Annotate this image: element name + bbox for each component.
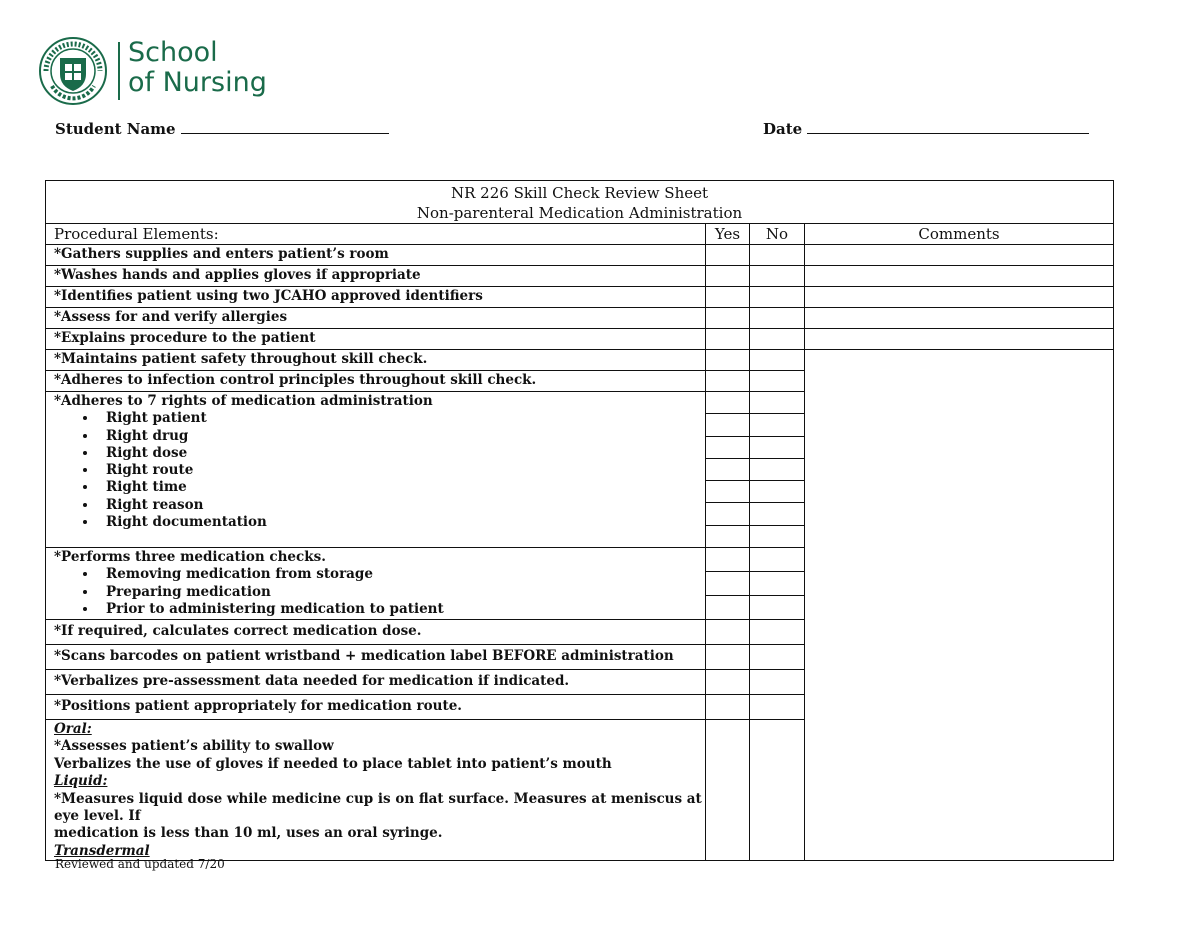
- student-name-field[interactable]: [55, 118, 389, 138]
- no-cell[interactable]: [750, 329, 805, 350]
- comments-cell[interactable]: [805, 308, 1114, 329]
- step-scans-barcodes: *Scans barcodes on patient wristband + medication label BEFORE administration: [46, 645, 706, 670]
- table-title: [46, 181, 1114, 224]
- seven-rights-list: [54, 410, 705, 531]
- col-procedure-header: Procedural Elements:: [46, 224, 706, 245]
- no-cell-group: [750, 548, 805, 620]
- logo-divider: [118, 42, 120, 100]
- list-item: • Right dose: [98, 445, 705, 462]
- date-label: Date: [763, 120, 803, 138]
- table-title-row: [46, 181, 1114, 224]
- yes-cell[interactable]: [706, 695, 750, 720]
- table-row: [46, 266, 1114, 287]
- logo-wordmark: [128, 38, 267, 98]
- yes-cell[interactable]: [706, 548, 749, 572]
- skill-check-table: [45, 180, 1114, 861]
- liquid-line2: medication is less than 10 ml, uses an oral syringe.: [54, 825, 443, 842]
- yes-cell[interactable]: [706, 620, 750, 645]
- liquid-line1: *Measures liquid dose while medicine cup is on flat surface. Measures at meniscus at eye level. If: [54, 790, 702, 825]
- step-calculates-dose: *If required, calculates correct medication dose.: [46, 620, 706, 645]
- no-cell[interactable]: [750, 350, 805, 371]
- table-row: [46, 287, 1114, 308]
- no-cell[interactable]: [750, 459, 804, 481]
- no-cell[interactable]: [750, 437, 804, 459]
- no-cell[interactable]: [750, 266, 805, 287]
- no-cell[interactable]: [750, 371, 805, 392]
- table-row: [46, 350, 1114, 371]
- step-explains-procedure: *Explains procedure to the patient: [46, 329, 706, 350]
- no-cell[interactable]: [750, 620, 805, 645]
- no-cell[interactable]: [750, 526, 804, 547]
- yes-cell[interactable]: [706, 266, 750, 287]
- yes-cell[interactable]: [706, 437, 749, 459]
- yes-cell[interactable]: [706, 670, 750, 695]
- col-yes-header: Yes: [706, 224, 750, 245]
- comments-merged-cell[interactable]: [805, 350, 1114, 861]
- yes-cell[interactable]: [706, 645, 750, 670]
- step-seven-rights: [46, 392, 706, 548]
- yes-cell[interactable]: [706, 481, 749, 503]
- col-comments-header: Comments: [805, 224, 1114, 245]
- no-cell[interactable]: [750, 596, 804, 619]
- student-name-blank[interactable]: [181, 118, 389, 134]
- step-washes-hands: *Washes hands and applies gloves if appropriate: [46, 266, 706, 287]
- list-item: • Right documentation: [98, 514, 705, 531]
- medication-checks-list: [54, 566, 705, 618]
- school-of-nursing-logo: [38, 36, 268, 106]
- yes-cell-group: [706, 392, 750, 548]
- yes-cell[interactable]: [706, 414, 749, 436]
- no-cell[interactable]: [750, 481, 804, 503]
- no-cell[interactable]: [750, 392, 804, 414]
- logo-line-nursing: of Nursing: [128, 67, 267, 98]
- no-cell[interactable]: [750, 287, 805, 308]
- medication-checks-heading: *Performs three medication checks.: [54, 549, 326, 565]
- table-title-line1: NR 226 Skill Check Review Sheet: [450, 184, 709, 202]
- comments-cell[interactable]: [805, 266, 1114, 287]
- yes-cell[interactable]: [706, 392, 749, 414]
- list-item: • Right patient: [98, 410, 705, 427]
- no-cell[interactable]: [750, 572, 804, 596]
- step-maintains-safety: *Maintains patient safety throughout skill check.: [46, 350, 706, 371]
- liquid-label: Liquid:: [54, 773, 108, 790]
- column-header-row: [46, 224, 1114, 245]
- step-infection-control: *Adheres to infection control principles throughout skill check.: [46, 371, 706, 392]
- list-item: • Prior to administering medication to patient: [98, 601, 705, 618]
- step-verbalizes-preassessment: *Verbalizes pre-assessment data needed for medication if indicated.: [46, 670, 706, 695]
- yes-cell[interactable]: [706, 572, 749, 596]
- yes-cell[interactable]: [706, 503, 749, 525]
- no-cell-group: [750, 392, 805, 548]
- no-cell[interactable]: [750, 645, 805, 670]
- no-cell[interactable]: [750, 503, 804, 525]
- table-row: [46, 245, 1114, 266]
- oral-line1: *Assesses patient’s ability to swallow: [54, 738, 334, 755]
- step-positions-patient: *Positions patient appropriately for medication route.: [46, 695, 706, 720]
- list-item: • Removing medication from storage: [98, 566, 705, 583]
- col-no-header: No: [750, 224, 805, 245]
- university-seal-icon: [38, 36, 108, 106]
- list-item: • Right route: [98, 462, 705, 479]
- step-gathers-supplies: *Gathers supplies and enters patient’s room: [46, 245, 706, 266]
- seven-rights-heading: *Adheres to 7 rights of medication administration: [54, 393, 433, 409]
- table-title-line2: Non-parenteral Medication Administration: [416, 204, 743, 222]
- yes-cell[interactable]: [706, 596, 749, 619]
- oral-line2: Verbalizes the use of gloves if needed to place tablet into patient’s mouth: [54, 755, 612, 772]
- transdermal-label: Transdermal: [54, 842, 150, 859]
- step-medication-checks: [46, 548, 706, 620]
- yes-cell[interactable]: [706, 329, 750, 350]
- date-field[interactable]: [763, 118, 1089, 138]
- table-row: [46, 329, 1114, 350]
- yes-cell-group: [706, 548, 750, 620]
- no-cell[interactable]: [750, 720, 805, 861]
- student-name-label: Student Name: [55, 120, 176, 138]
- yes-cell[interactable]: [706, 350, 750, 371]
- no-cell[interactable]: [750, 695, 805, 720]
- yes-cell[interactable]: [706, 371, 750, 392]
- list-item: • Right drug: [98, 428, 705, 445]
- no-cell[interactable]: [750, 308, 805, 329]
- list-item: • Right time: [98, 479, 705, 496]
- footer-note: Reviewed and updated 7/20: [55, 857, 225, 871]
- no-cell[interactable]: [750, 414, 804, 436]
- comments-cell[interactable]: [805, 245, 1114, 266]
- no-cell[interactable]: [750, 670, 805, 695]
- step-identifies-patient: *Identifies patient using two JCAHO approved identifiers: [46, 287, 706, 308]
- table-row: [46, 308, 1114, 329]
- date-blank[interactable]: [807, 118, 1089, 134]
- yes-cell[interactable]: [706, 245, 750, 266]
- step-assess-allergies: *Assess for and verify allergies: [46, 308, 706, 329]
- yes-cell[interactable]: [706, 526, 749, 547]
- comments-cell[interactable]: [805, 329, 1114, 350]
- no-cell[interactable]: [750, 548, 804, 572]
- logo-line-school: School: [128, 37, 218, 68]
- step-route-specific: [46, 720, 706, 861]
- no-cell[interactable]: [750, 245, 805, 266]
- list-item: • Preparing medication: [98, 584, 705, 601]
- yes-cell[interactable]: [706, 459, 749, 481]
- list-item: • Right reason: [98, 497, 705, 514]
- oral-label: Oral:: [54, 721, 92, 737]
- comments-cell[interactable]: [805, 287, 1114, 308]
- yes-cell[interactable]: [706, 287, 750, 308]
- yes-cell[interactable]: [706, 308, 750, 329]
- yes-cell[interactable]: [706, 720, 750, 861]
